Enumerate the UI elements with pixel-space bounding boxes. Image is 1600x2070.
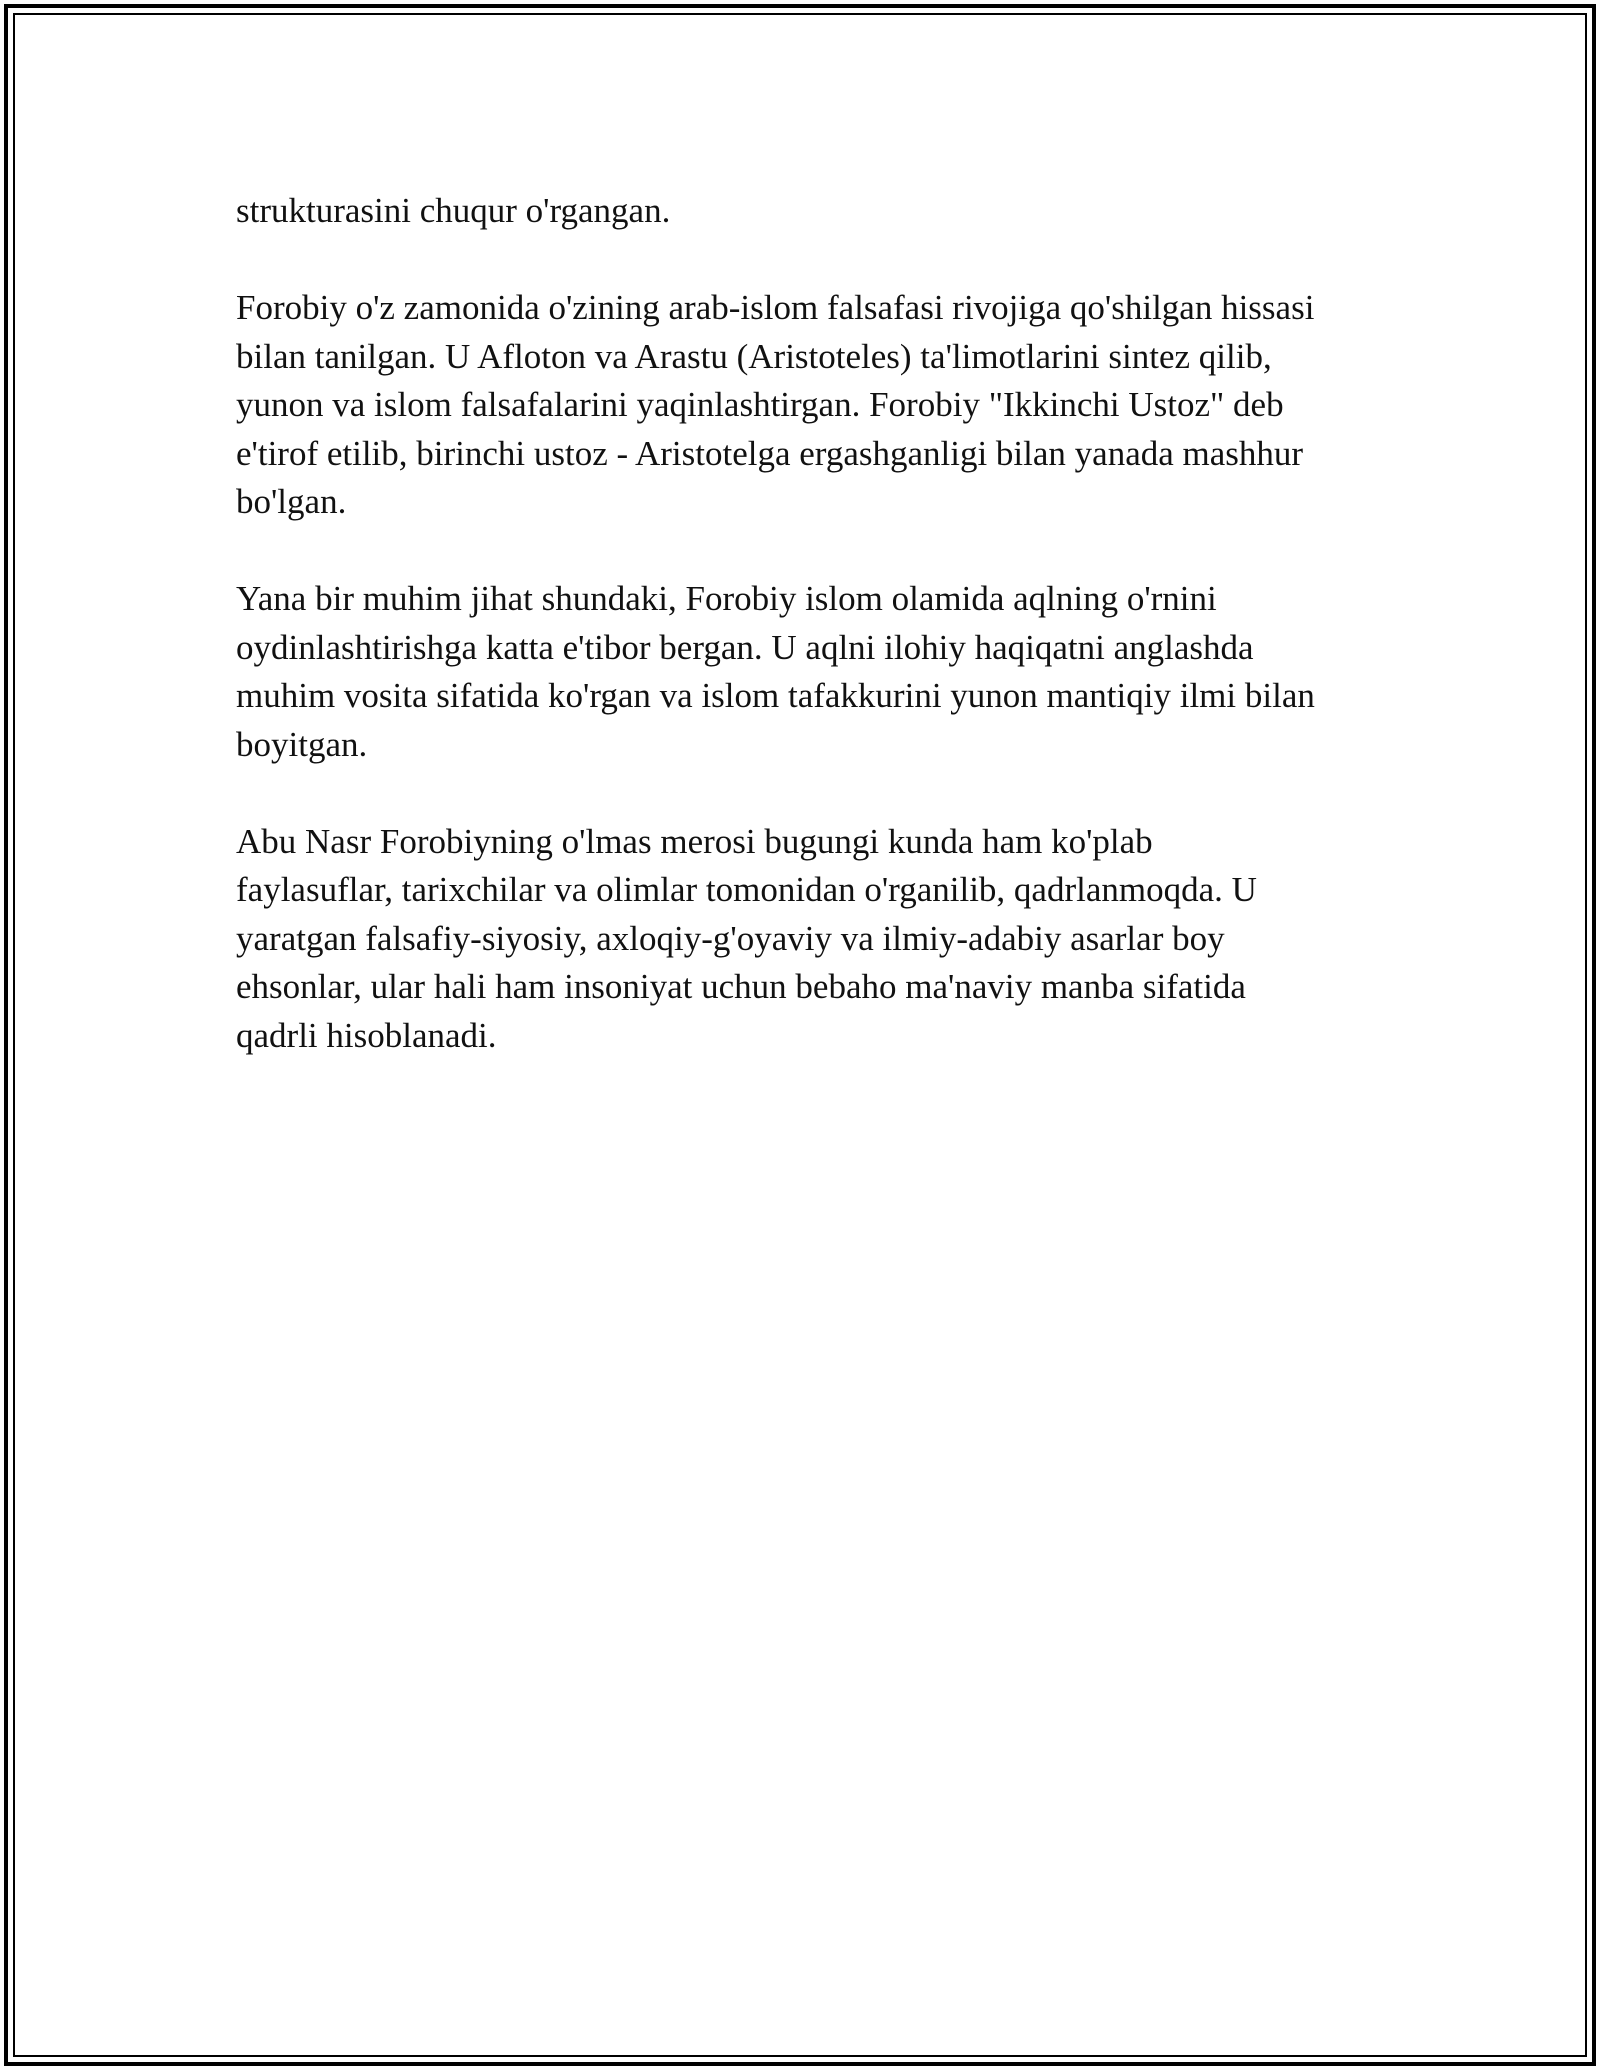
paragraph-continuation: strukturasini chuqur o'rgangan. [236, 191, 671, 230]
paragraph-reason-role: Yana bir muhim jihat shundaki, Forobiy islom olamida aqlning o'rnini oydinlashtirishga katta e'tibor bergan. U aqlni ilohiy haqiqatni anglashda muhim vosita sifatida ko'rgan va islom tafakkurini yunon mantiqiy ilmi bilan boyitgan. [236, 579, 1315, 764]
document-body [236, 187, 1386, 1109]
paragraph-legacy: Abu Nasr Forobiyning o'lmas merosi bugungi kunda ham ko'plab faylasuflar, tarixchilar va olimlar tomonidan o'rganilib, qadrlanmoqda. U yaratgan falsafiy-siyosiy, axloqiy-g'oyaviy va ilmiy-adabiy asarlar boy ehsonlar, ular hali ham insoniyat uchun bebaho ma'naviy manba sifatida qadrli hisoblanadi. [236, 821, 1257, 1055]
paragraph-forobiy-contribution: Forobiy o'z zamonida o'zining arab-islom falsafasi rivojiga qo'shilgan hissasi bilan tanilgan. U Afloton va Arastu (Aristoteles) ta'limotlarini sintez qilib, yunon va islom falsafalarini yaqinlashtirgan. Forobiy "Ikkinchi Ustoz" deb e'tirof etilib, birinchi ustoz - Aristotelga ergashganligi bilan yanada mashhur bo'lgan. [236, 288, 1315, 521]
